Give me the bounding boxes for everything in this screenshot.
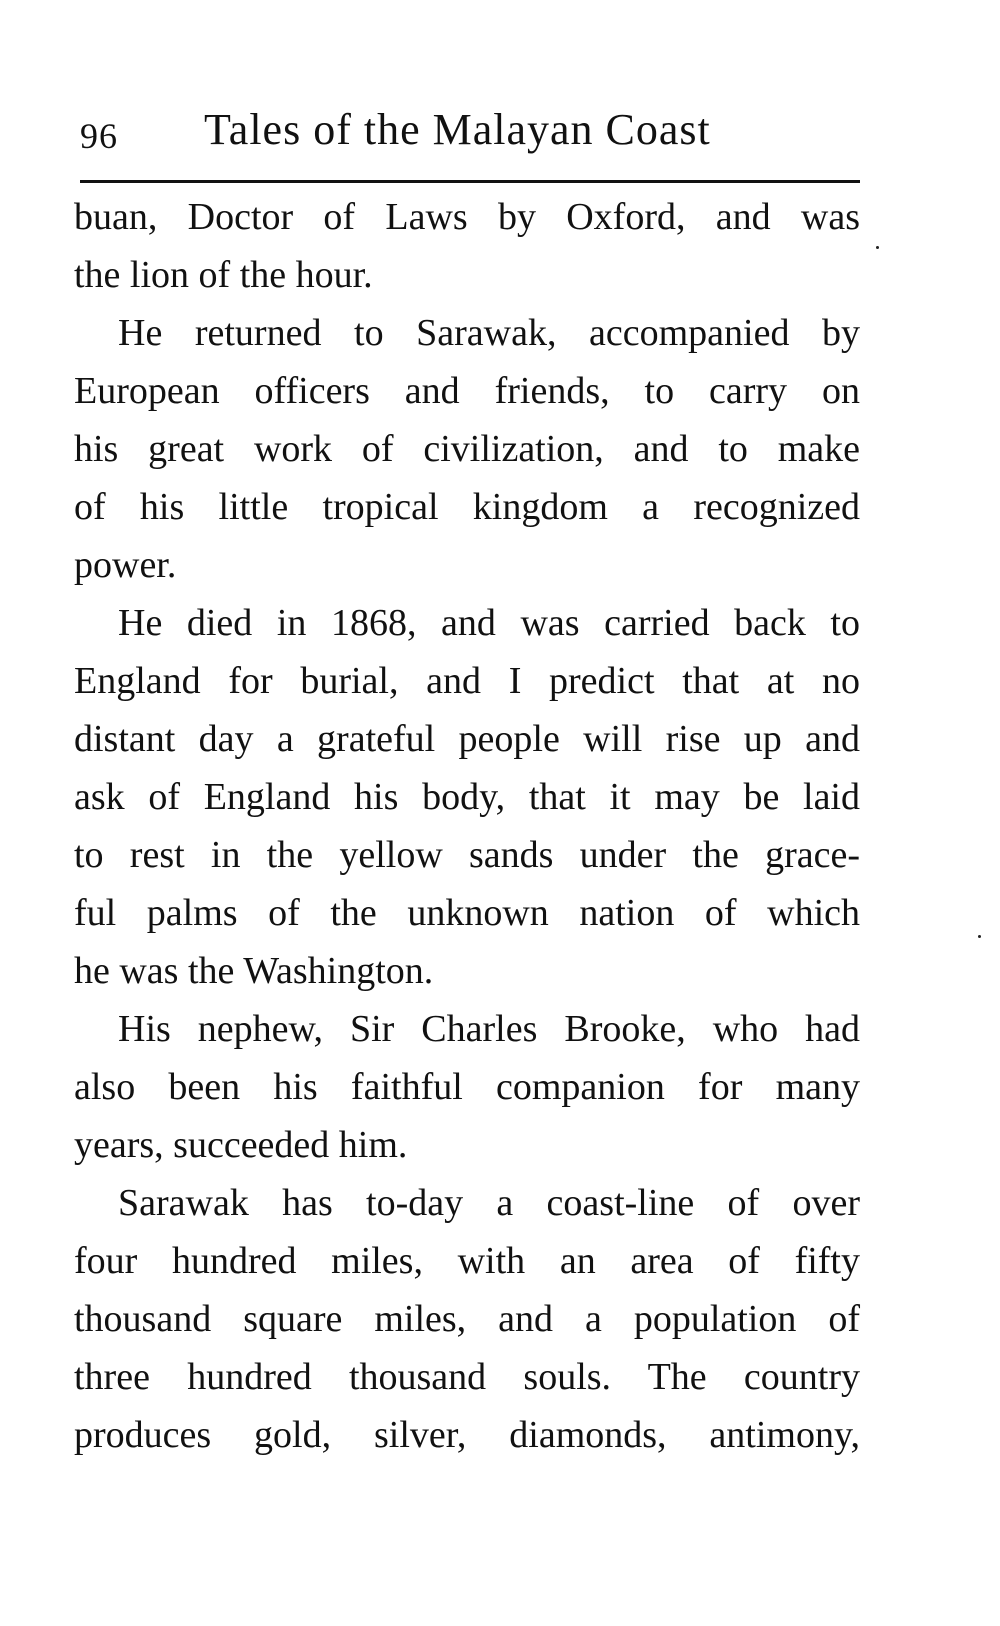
- text-line: three hundred thousand souls. The country: [74, 1356, 860, 1398]
- text-line: thousand square miles, and a population of: [74, 1298, 860, 1340]
- paragraph: [74, 304, 860, 594]
- text-line: of his little tropical kingdom a recognized: [74, 486, 860, 528]
- text-line: he was the Washington.: [74, 950, 434, 992]
- paragraph: [74, 1000, 860, 1174]
- text-line: Sarawak has to-day a coast-line of over: [118, 1182, 860, 1224]
- print-speck: [876, 246, 879, 249]
- paragraph: [74, 594, 860, 1000]
- text-line: buan, Doctor of Laws by Oxford, and was: [74, 196, 860, 238]
- text-line: European officers and friends, to carry on: [74, 370, 860, 412]
- body-text: [74, 188, 860, 1464]
- paragraph: [74, 188, 860, 304]
- text-line: He died in 1868, and was carried back to: [118, 602, 860, 644]
- text-line: power.: [74, 544, 177, 586]
- text-line: four hundred miles, with an area of fifty: [74, 1240, 860, 1282]
- text-line: also been his faithful companion for many: [74, 1066, 860, 1108]
- text-line: years, succeeded him.: [74, 1124, 408, 1166]
- text-line: ask of England his body, that it may be laid: [74, 776, 860, 818]
- page-number: 96: [80, 116, 118, 156]
- text-line: his great work of civilization, and to make: [74, 428, 860, 470]
- print-speck: [978, 935, 981, 938]
- text-line: distant day a grateful people will rise up and: [74, 718, 860, 760]
- text-line: ful palms of the unknown nation of which: [74, 892, 860, 934]
- text-line: produces gold, silver, diamonds, antimony,: [74, 1414, 860, 1456]
- text-line: England for burial, and I predict that at no: [74, 660, 860, 702]
- text-line: His nephew, Sir Charles Brooke, who had: [118, 1008, 860, 1050]
- text-line: the lion of the hour.: [74, 254, 373, 296]
- text-line: He returned to Sarawak, accompanied by: [118, 312, 860, 354]
- paragraph: [74, 1174, 860, 1464]
- running-head: [80, 98, 860, 158]
- running-title: Tales of the Malayan Coast: [204, 105, 711, 154]
- header-rule: [80, 180, 860, 183]
- text-line: to rest in the yellow sands under the grace-: [74, 834, 860, 876]
